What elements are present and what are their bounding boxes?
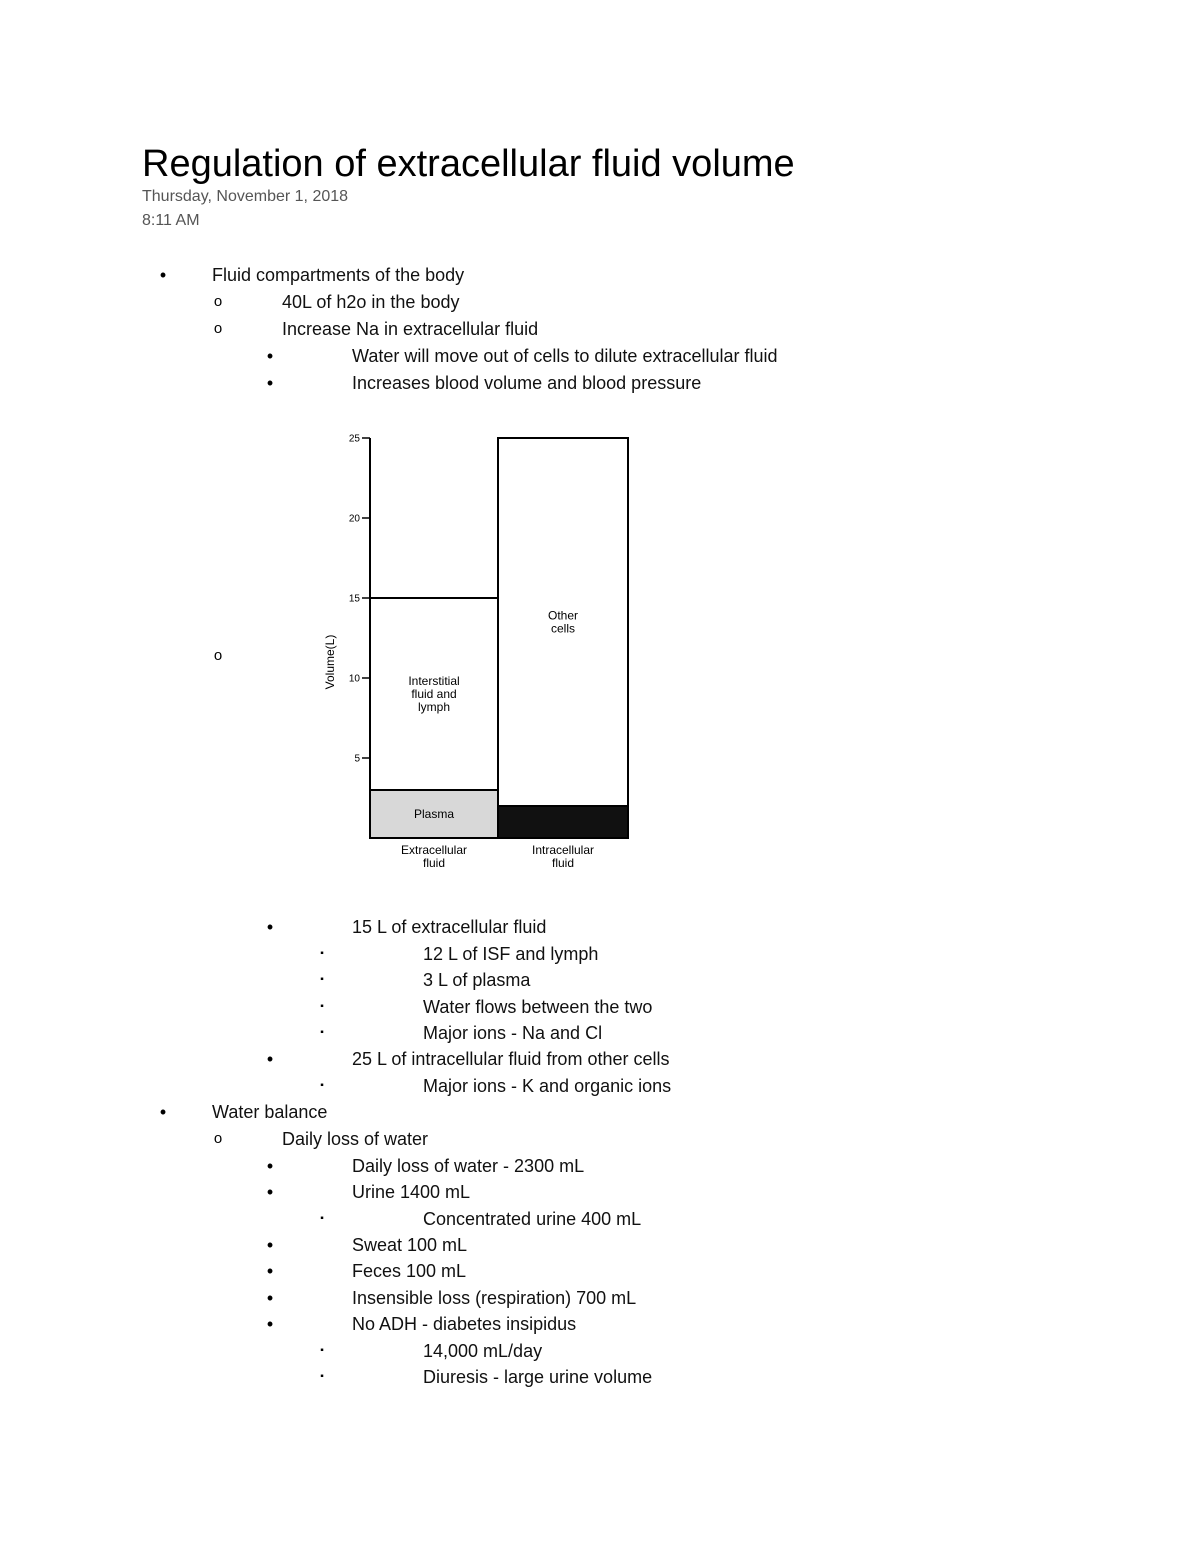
circle-bullet-icon: o <box>213 647 223 664</box>
outline-item-level-2: 15 L of extracellular fluid <box>352 917 547 937</box>
y-tick-label: 25 <box>348 433 360 445</box>
outline-item-level-2: No ADH - diabetes insipidus <box>352 1314 577 1334</box>
y-axis-label: Volume(L) <box>323 634 337 690</box>
dot-bullet-icon: • <box>266 1049 274 1069</box>
outline-item-level-2: Urine 1400 mL <box>352 1182 471 1202</box>
outline-item-level-2: 25 L of intracellular fluid from other cells <box>352 1049 670 1069</box>
outline-item-level-3: Major ions - Na and Cl <box>423 1023 603 1043</box>
outline-item-level-2: Increases blood volume and blood pressure <box>352 373 702 393</box>
outline-item-level-1: 40L of h2o in the body <box>282 292 460 312</box>
outline-item-level-2: Water will move out of cells to dilute extracellular fluid <box>352 346 778 366</box>
y-tick-label: 5 <box>354 753 360 765</box>
segment-label: Plasma <box>413 807 455 821</box>
dot-bullet-icon: • <box>266 1288 274 1308</box>
dot-bullet-icon: • <box>266 373 274 393</box>
segment-label: fluid and <box>411 687 457 701</box>
circle-bullet-icon: o <box>213 293 223 310</box>
column-label: Extracellular <box>400 843 468 857</box>
segment-blood-cells <box>498 806 628 838</box>
circle-bullet-icon: o <box>213 1130 223 1147</box>
dot-bullet-icon: • <box>266 1235 274 1255</box>
outline-item-level-3: Concentrated urine 400 mL <box>423 1209 642 1229</box>
outline-item-level-3: Water flows between the two <box>423 997 653 1017</box>
segment-label: cells <box>550 621 576 636</box>
dot-bullet-icon: • <box>266 1182 274 1202</box>
outline-item-level-2: Sweat 100 mL <box>352 1235 468 1255</box>
dot-bullet-icon: • <box>159 1102 167 1122</box>
page-time: 8:11 AM <box>142 212 200 229</box>
dot-bullet-icon: • <box>266 346 274 366</box>
fluid-compartments-figure <box>318 430 648 880</box>
circle-bullet-icon: o <box>213 320 223 337</box>
square-bullet-icon: ▪ <box>320 1345 324 1356</box>
outline-item-level-3: Major ions - K and organic ions <box>423 1076 672 1096</box>
outline-item-level-3: Diuresis - large urine volume <box>423 1367 653 1387</box>
square-bullet-icon: ▪ <box>320 948 324 959</box>
square-bullet-icon: ▪ <box>320 1371 324 1382</box>
y-tick-label: 10 <box>348 673 360 685</box>
outline-item-level-2: Daily loss of water - 2300 mL <box>352 1156 585 1176</box>
column-label: Intracellular <box>531 843 595 857</box>
dot-bullet-icon: • <box>266 917 274 937</box>
outline-item-level-0: Water balance <box>212 1102 328 1122</box>
dot-bullet-icon: • <box>266 1156 274 1176</box>
y-tick-label: 15 <box>348 593 360 605</box>
square-bullet-icon: ▪ <box>320 1027 324 1038</box>
outline-item-level-2: Insensible loss (respiration) 700 mL <box>352 1288 637 1308</box>
dot-bullet-icon: • <box>266 1314 274 1334</box>
segment-label: Interstitial <box>408 674 460 688</box>
outline-item-level-3: 12 L of ISF and lymph <box>423 944 599 964</box>
dot-bullet-icon: • <box>159 265 167 285</box>
column-label: fluid <box>422 856 446 870</box>
segment-label: lymph <box>417 700 451 714</box>
page-date: Thursday, November 1, 2018 <box>142 188 349 205</box>
square-bullet-icon: ▪ <box>320 974 324 985</box>
dot-bullet-icon: • <box>266 1261 274 1281</box>
outline-item-level-1: Daily loss of water <box>282 1129 429 1149</box>
segment-label: Other <box>547 608 579 623</box>
page-title: Regulation of extracellular fluid volume <box>142 143 795 185</box>
outline-item-level-2: Feces 100 mL <box>352 1261 467 1281</box>
outline-item-level-3: 14,000 mL/day <box>423 1341 543 1361</box>
square-bullet-icon: ▪ <box>320 1213 324 1224</box>
outline-item-level-3: 3 L of plasma <box>423 970 531 990</box>
square-bullet-icon: ▪ <box>320 1080 324 1091</box>
outline-item-level-1: Increase Na in extracellular fluid <box>282 319 539 339</box>
outline-item-level-0: Fluid compartments of the body <box>212 265 465 285</box>
square-bullet-icon: ▪ <box>320 1001 324 1012</box>
column-label: fluid <box>551 856 575 870</box>
y-tick-label: 20 <box>348 513 360 525</box>
